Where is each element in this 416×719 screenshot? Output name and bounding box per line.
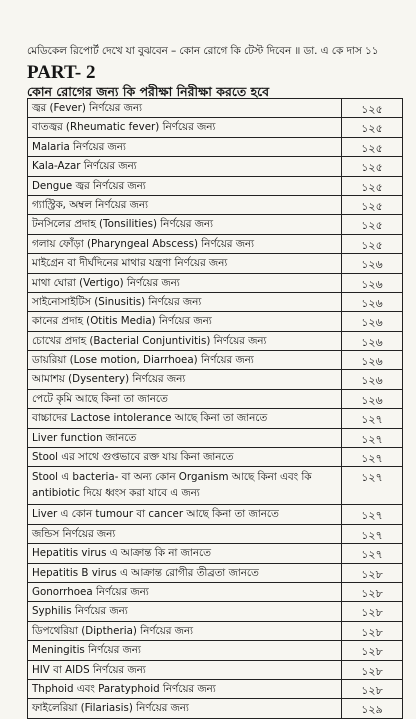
row-topic: পেটে কৃমি আছে কিনা তা জানতে (28, 390, 342, 408)
row-topic: Malaria নির্ণয়ের জন্য (28, 138, 342, 156)
index-table (27, 98, 403, 719)
row-topic: টনসিলের প্রদাহ (Tonsilities) নির্ণয়ের জন্য (28, 215, 342, 233)
running-header: মেডিকেল রিপোর্ট দেখে যা বুঝবেন – কোন রোগে কি টেস্ট দিবেন ॥ ডা. এ কে দাস ১১ (27, 45, 379, 57)
table-row (28, 429, 402, 448)
row-page-number: ১২৭ (361, 413, 383, 427)
row-page-number: ১২৮ (361, 586, 383, 600)
table-row (28, 583, 402, 602)
row-topic: জ্বর (Fever) নির্ণয়ের জন্য (28, 99, 342, 117)
row-topic: কানের প্রদাহ (Otitis Media) নির্ণয়ের জন্য (28, 312, 342, 330)
row-page-number: ১২৫ (361, 219, 383, 233)
row-topic: Thphoid এবং Paratyphoid নির্ণয়ের জন্য (28, 680, 342, 698)
row-topic: Stool এর সাথে গুপ্তভাবে রক্ত যায় কিনা জানতে (28, 448, 342, 466)
table-row (28, 118, 402, 137)
row-page-number: ১২৬ (361, 355, 383, 369)
row-topic: বাতজ্বর (Rheumatic fever) নির্ণয়ের জন্য (28, 118, 342, 136)
row-topic: ডায়রিয়া (Lose motion, Diarrhoea) নির্ণয়ের জন্য (28, 351, 342, 369)
row-page-number: ১২৮ (361, 683, 383, 697)
row-topic: জন্ডিস নির্ণয়ের জন্য (28, 525, 342, 543)
row-page-number: ১২৭ (361, 471, 383, 485)
row-topic: আমাশয় (Dysentery) নির্ণয়ের জন্য (28, 370, 342, 388)
table-row (28, 390, 402, 409)
table-row (28, 544, 402, 563)
table-row (28, 564, 402, 583)
table-row (28, 505, 402, 524)
table-row (28, 602, 402, 621)
table-row (28, 235, 402, 254)
table-row (28, 196, 402, 215)
row-topic: ফাইলেরিয়া (Filariasis) নির্ণয়ের জন্য (28, 699, 342, 717)
row-page-number: ১২৬ (361, 374, 383, 388)
row-topic: Gonorrhoea নির্ণয়ের জন্য (28, 583, 342, 601)
row-page-number: ১২৬ (361, 258, 383, 272)
table-row (28, 370, 402, 389)
table-row (28, 661, 402, 680)
row-topic: Hepatitis B virus এ আক্রান্ত রোগীর তীব্রতা জানতে (28, 564, 342, 582)
table-row (28, 157, 402, 176)
row-page-number: ১২৯ (361, 703, 383, 717)
row-topic: Stool এ bacteria- বা অন্য কোন Organism আছে কিনা এবং কি antibiotic দিয়ে ধ্বংস করা যাবে এ জন্য (28, 467, 342, 504)
table-row (28, 177, 402, 196)
row-page-number: ১২৭ (361, 548, 383, 562)
row-page-number: ১২৫ (361, 180, 383, 194)
row-topic: গ্যাস্ট্রিক, অম্বল নির্ণয়ের জন্য (28, 196, 342, 214)
table-row (28, 332, 402, 351)
row-page-number: ১২৭ (361, 509, 383, 523)
part-title: PART- 2 (27, 62, 96, 83)
row-topic: Liver এ কোন tumour বা cancer আছে কিনা তা জানতে (28, 505, 342, 523)
table-row (28, 274, 402, 293)
row-topic: বাচ্চাদের Lactose intolerance আছে কিনা তা জানতে (28, 409, 342, 427)
row-page-number: ১২৭ (361, 528, 383, 542)
row-topic: HIV বা AIDS নির্ণয়ের জন্য (28, 661, 342, 679)
row-page-number: ১২৭ (361, 432, 383, 446)
row-topic: Syphilis নির্ণয়ের জন্য (28, 602, 342, 620)
row-page-number: ১২৬ (361, 296, 383, 310)
row-page-number: ১২৮ (361, 606, 383, 620)
row-page-number: ১২৮ (361, 664, 383, 678)
row-topic: Liver function জানতে (28, 429, 342, 447)
row-page-number: ১২৫ (361, 238, 383, 252)
row-page-number: ১২৫ (361, 141, 383, 155)
table-row (28, 99, 402, 118)
row-topic: গলায় ফোঁড়া (Pharyngeal Abscess) নির্ণয়ের জন্য (28, 235, 342, 253)
row-page-number: ১২৬ (361, 335, 383, 349)
table-row (28, 312, 402, 331)
row-page-number: ১২৫ (361, 199, 383, 213)
row-page-number: ১২৭ (361, 452, 383, 466)
table-row (28, 699, 402, 718)
table-row (28, 622, 402, 641)
row-page-number: ১২৬ (361, 316, 383, 330)
row-topic: Kala-Azar নির্ণয়ের জন্য (28, 157, 342, 175)
row-topic: Meningitis নির্ণয়ের জন্য (28, 641, 342, 659)
row-page-number: ১২৮ (361, 625, 383, 639)
row-page-number: ১২৫ (361, 122, 383, 136)
section-title: কোন রোগের জন্য কি পরীক্ষা নিরীক্ষা করতে হবে (27, 84, 270, 99)
table-row (28, 351, 402, 370)
table-row (28, 138, 402, 157)
table-row (28, 448, 402, 467)
table-row (28, 641, 402, 660)
row-topic: চোখের প্রদাহ (Bacterial Conjuntivitis) নির্ণয়ের জন্য (28, 332, 342, 350)
row-page-number: ১২৫ (361, 161, 383, 175)
table-row (28, 293, 402, 312)
row-page-number: ১২৮ (361, 645, 383, 659)
row-topic: Hepatitis virus এ আক্রান্ত কি না জানতে (28, 544, 342, 562)
table-row (28, 525, 402, 544)
table-row (28, 680, 402, 699)
row-page-number: ১২৫ (361, 103, 383, 116)
row-page-number: ১২৬ (361, 393, 383, 407)
table-row (28, 254, 402, 273)
row-page-number: ১২৬ (361, 277, 383, 291)
row-page-number: ১২৮ (361, 567, 383, 581)
table-row (28, 215, 402, 234)
row-topic: মাইগ্রেন বা দীর্ঘদিনের মাথার যন্ত্রণা নির্ণয়ের জন্য (28, 254, 342, 272)
table-row (28, 409, 402, 428)
table-row (28, 467, 402, 505)
row-topic: Dengue জ্বর নির্ণয়ের জন্য (28, 177, 342, 195)
row-topic: সাইনোসাইটিস (Sinusitis) নির্ণয়ের জন্য (28, 293, 342, 311)
row-topic: ডিপথেরিয়া (Diptheria) নির্ণয়ের জন্য (28, 622, 342, 640)
row-topic: মাথা ঘোরা (Vertigo) নির্ণয়ের জন্য (28, 274, 342, 292)
